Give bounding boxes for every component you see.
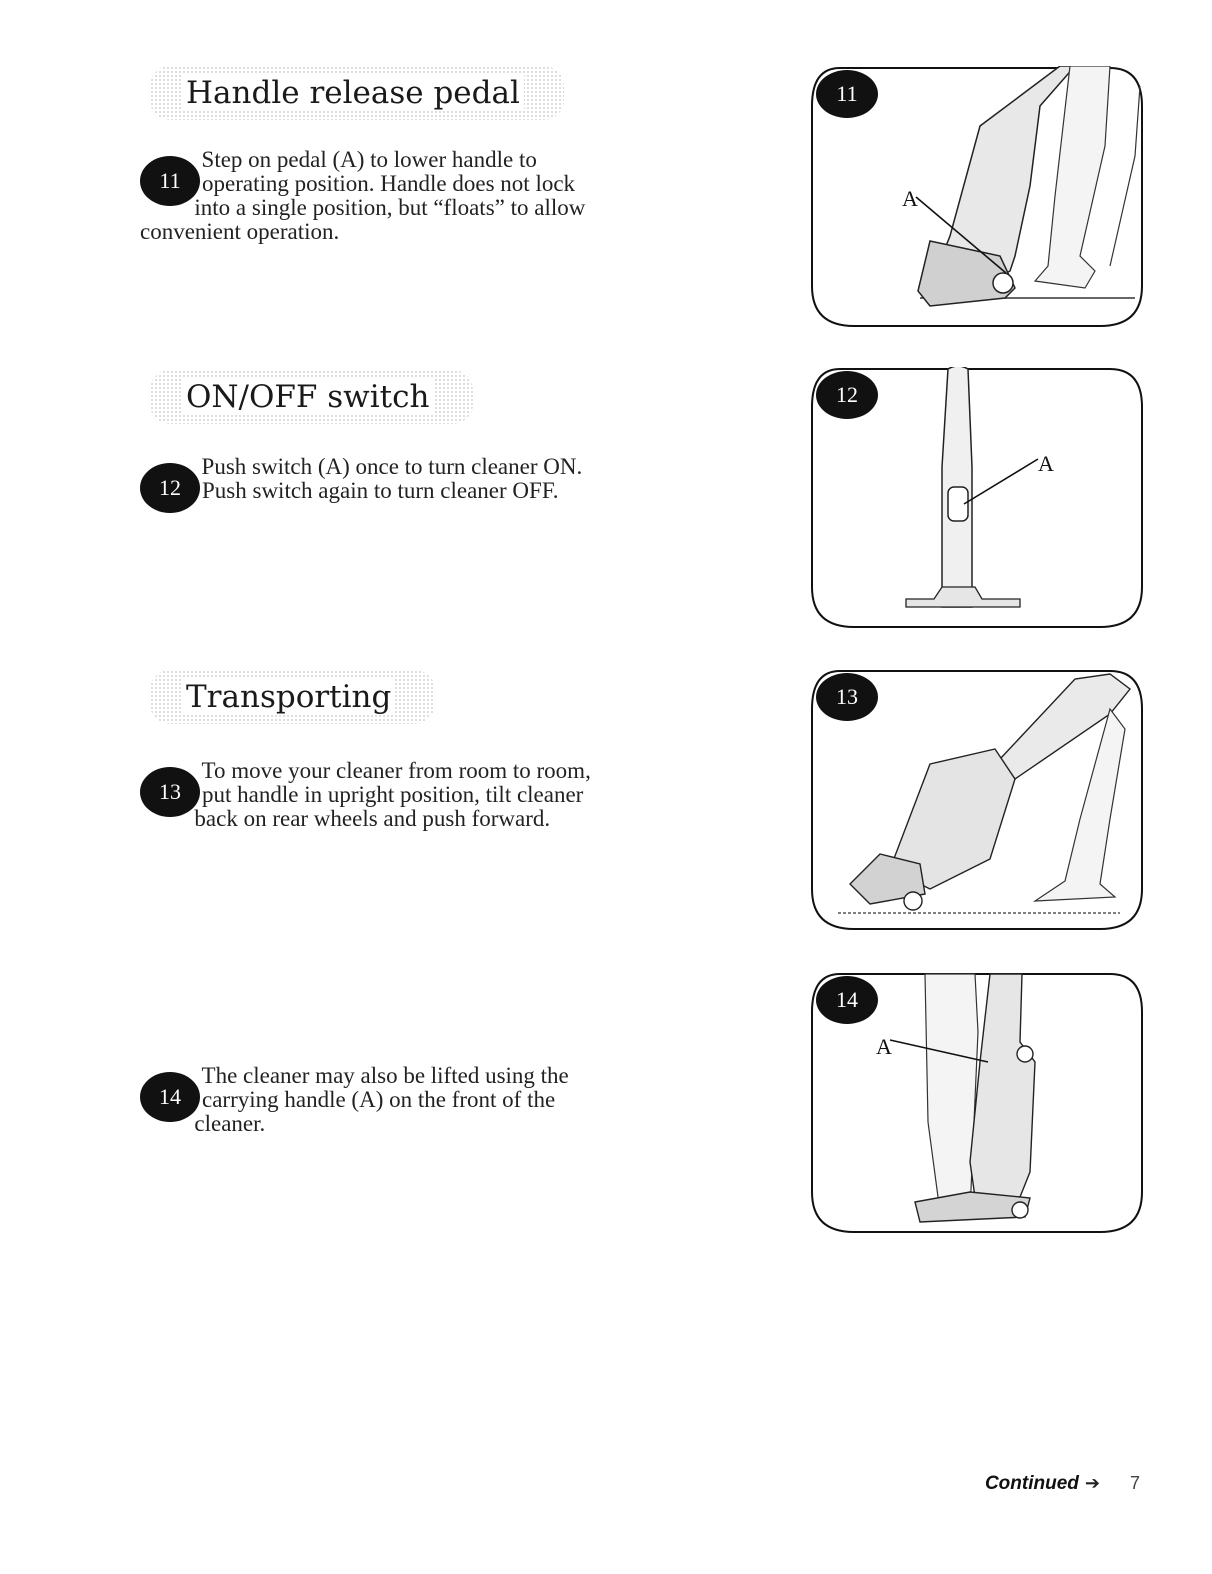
section-heading-on-off-switch: ON/OFF switch (150, 370, 473, 424)
step-badge-12: 12 (140, 463, 200, 513)
callout-a-label: A (1038, 451, 1054, 476)
section-heading-handle-release-pedal: Handle release pedal (150, 66, 564, 120)
step-badge-13: 13 (140, 767, 200, 817)
callout-a-label: A (902, 186, 918, 211)
arrow-right-icon: ➔ (1084, 1473, 1100, 1493)
step-11-text: 11 Step on pedal (A) to lower handle to operating position. Handle does not lock into a single position, but “floats” to allow convenient operation. (140, 147, 586, 244)
figure-14 (810, 972, 1144, 1234)
figure-badge-12: 12 (816, 371, 878, 419)
step-13-text: 13 To move your cleaner from room to room, put handle in upright position, tilt cleaner back on rear wheels and push forward. (140, 759, 610, 831)
continued-label: Continued (984, 1473, 1079, 1494)
figure-badge-14: 14 (816, 976, 878, 1024)
page-number: 7 (1129, 1473, 1140, 1493)
figure-badge-11: 11 (816, 70, 878, 118)
step-12-text: 12 Push switch (A) once to turn cleaner ON. Push switch again to turn cleaner OFF. (140, 455, 610, 513)
step-badge-14: 14 (140, 1072, 200, 1122)
page-footer (985, 1473, 1140, 1495)
figure-badge-13: 13 (816, 673, 878, 721)
figure-12 (810, 367, 1144, 629)
figure-11 (810, 66, 1144, 328)
figure-13 (810, 669, 1144, 931)
step-14-text: 14 The cleaner may also be lifted using the carrying handle (A) on the front of the cleaner. (140, 1064, 610, 1136)
step-badge-11: 11 (140, 156, 200, 206)
section-heading-transporting: Transporting (150, 670, 435, 724)
callout-a-label: A (876, 1034, 892, 1059)
